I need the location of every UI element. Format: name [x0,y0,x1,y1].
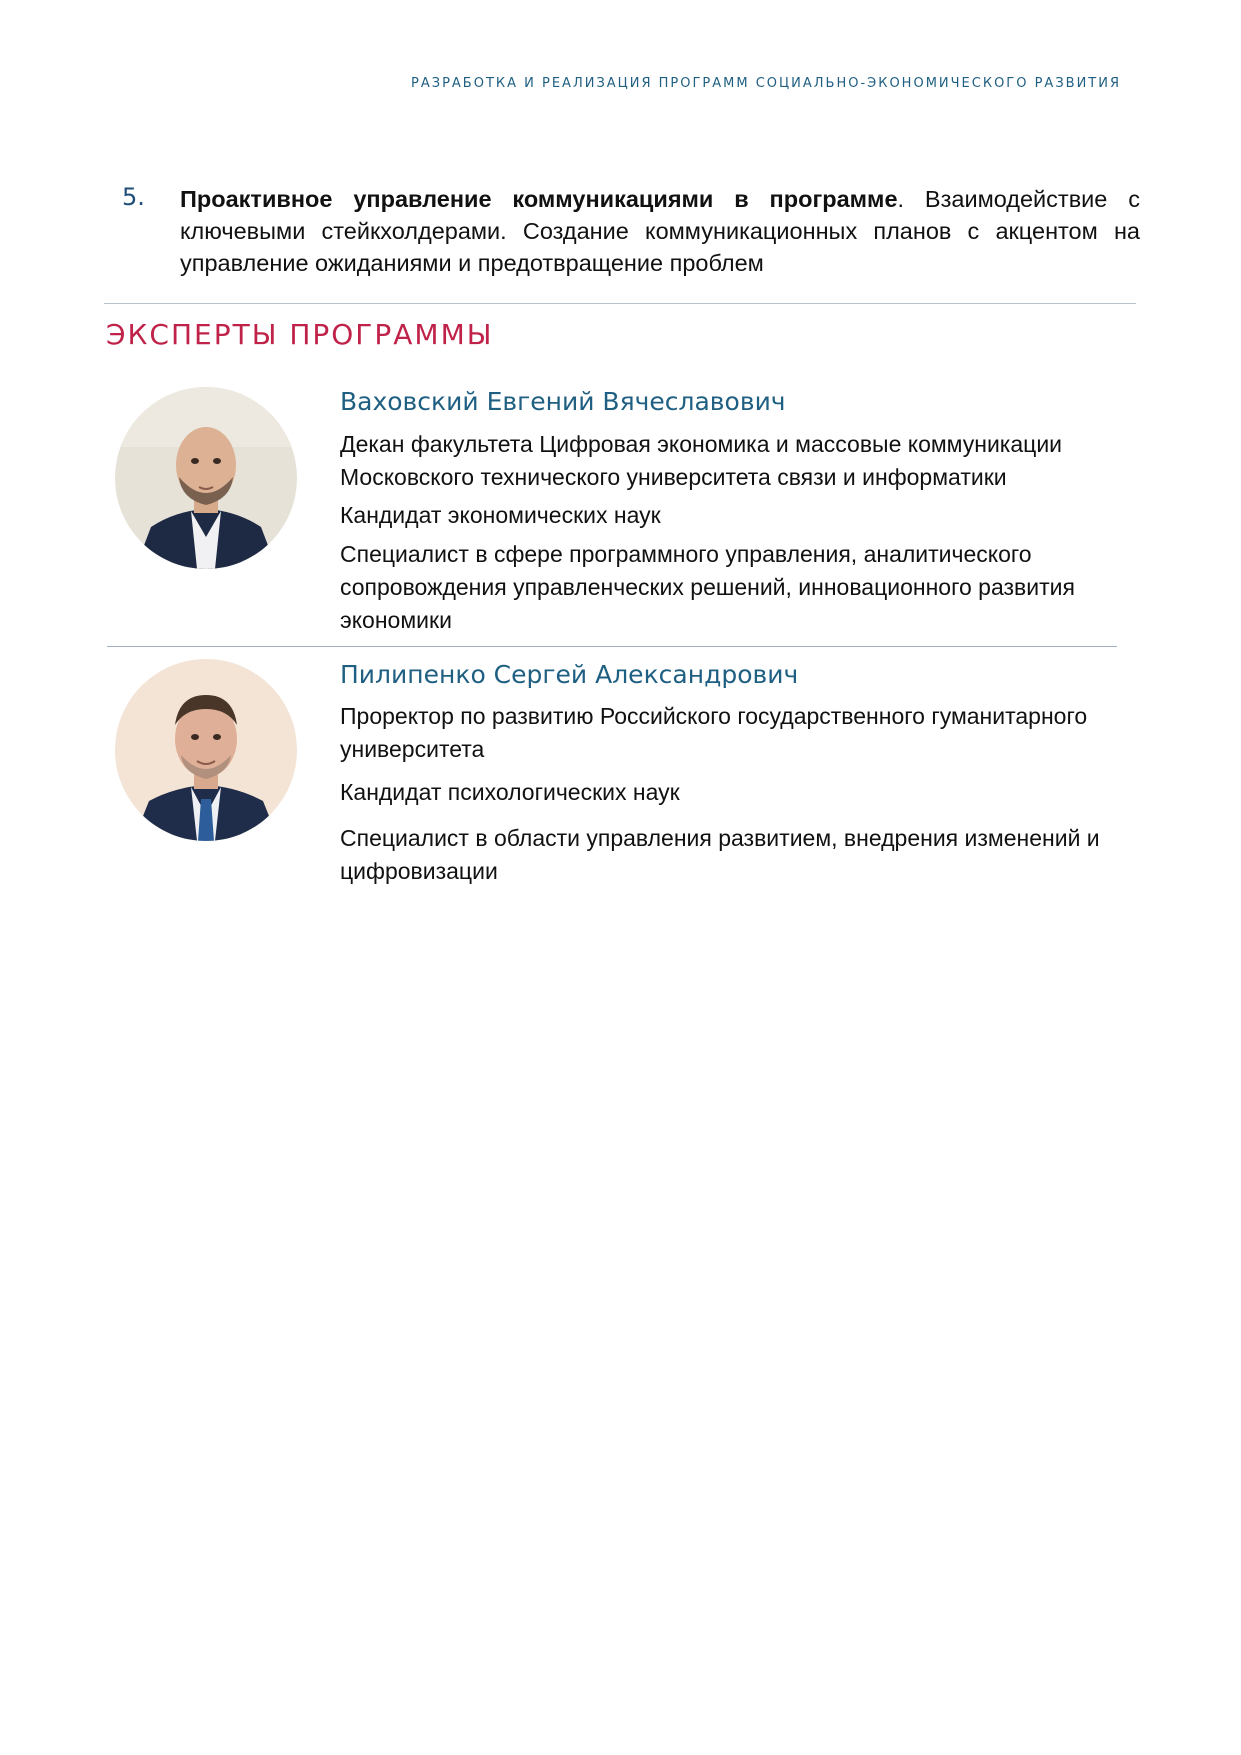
expert-specialty: Специалист в сфере программного управления, аналитического сопровождения управленческих решений, инновационного развития экономики [340,541,1075,633]
item-title: Проактивное управление коммуникациями в программе [180,186,898,212]
expert-position: Проректор по развитию Российского государственного гуманитарного университета [340,703,1088,762]
expert-position: Декан факультета Цифровая экономика и массовые коммуникации Московского технического университета связи и информатики [340,431,1063,490]
expert-name: Ваховский Евгений Вячеславович [340,387,786,416]
item-description: . Взаимодействие с ключевыми стейкхолдерами. Создание коммуникационных планов с акцентом на управление ожиданиями и предотвращение проблем [180,186,1141,276]
item-text [180,183,1140,279]
expert-photo [115,387,297,569]
expert-photo [115,659,297,841]
item-number: 5. [122,183,145,211]
expert-specialty: Специалист в области управления развитием, внедрения изменений и цифровизации [340,825,1100,884]
divider-experts [107,646,1117,647]
section-heading: ЭКСПЕРТЫ ПРОГРАММЫ [106,318,494,351]
expert-degree: Кандидат психологических наук [340,779,680,805]
divider-top [104,303,1136,304]
running-header: РАЗРАБОТКА И РЕАЛИЗАЦИЯ ПРОГРАММ СОЦИАЛЬНО-ЭКОНОМИЧЕСКОГО РАЗВИТИЯ [411,76,1121,91]
expert-degree: Кандидат экономических наук [340,502,661,528]
expert-name: Пилипенко Сергей Александрович [340,660,799,689]
